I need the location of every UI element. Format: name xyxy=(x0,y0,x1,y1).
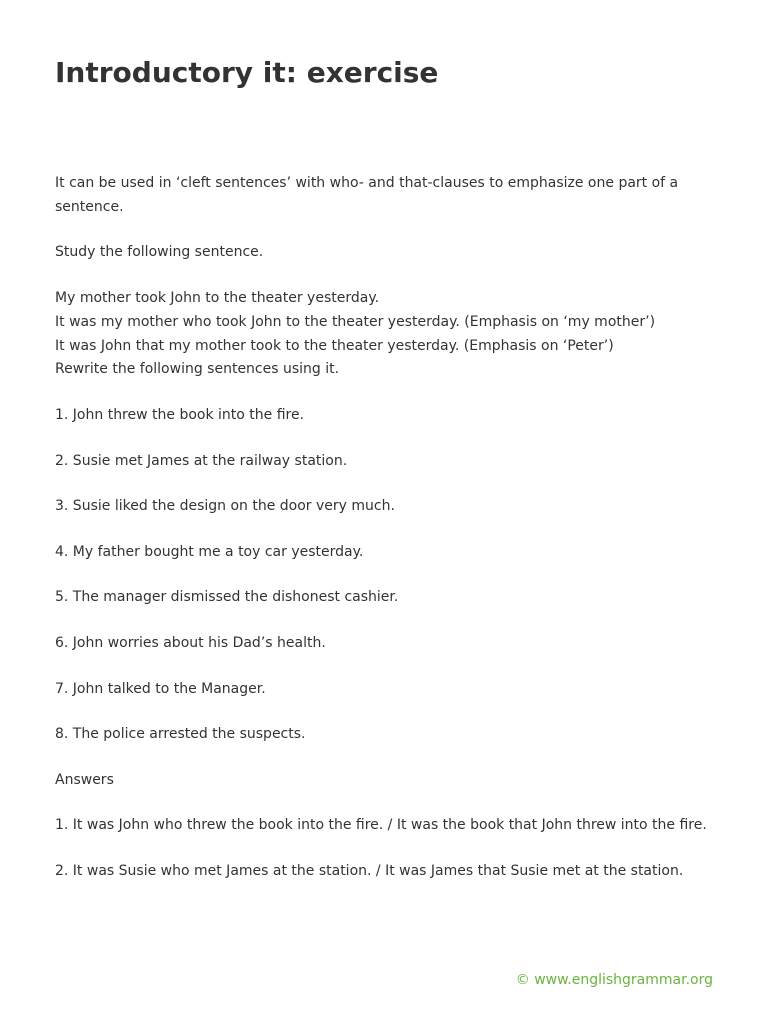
question-item: 4. My father bought me a toy car yesterday. xyxy=(55,543,364,560)
example-block xyxy=(55,287,715,382)
example-sentence: It was my mother who took John to the theater yesterday. (Emphasis on ‘my mother’) xyxy=(55,313,656,330)
question-item: 5. The manager dismissed the dishonest cashier. xyxy=(55,589,399,606)
question-item: 8. The police arrested the suspects. xyxy=(55,726,306,743)
question-item: 1. John threw the book into the fire. xyxy=(55,406,305,423)
question-item: 2. Susie met James at the railway station. xyxy=(55,452,348,469)
question-item: 3. Susie liked the design on the door very much. xyxy=(55,498,395,515)
rewrite-instruction: Rewrite the following sentences using it. xyxy=(55,361,340,378)
question-item: 6. John worries about his Dad’s health. xyxy=(55,634,326,651)
answer-item: 1. It was John who threw the book into the fire. / It was the book that John threw into the fire. xyxy=(55,817,707,834)
example-sentence: My mother took John to the theater yesterday. xyxy=(55,289,380,306)
answers-heading: Answers xyxy=(55,771,114,788)
example-sentence: It was John that my mother took to the theater yesterday. (Emphasis on ‘Peter’) xyxy=(55,337,614,354)
page-title: Introductory it: exercise xyxy=(55,56,439,89)
answer-item: 2. It was Susie who met James at the station. / It was James that Susie met at the station. xyxy=(55,862,684,879)
intro-paragraph: It can be used in ‘cleft sentences’ with who- and that-clauses to emphasize one part of a sentence. xyxy=(55,175,679,215)
question-item: 7. John talked to the Manager. xyxy=(55,680,266,697)
intro-instruction: Study the following sentence. xyxy=(55,244,264,261)
exercise-content xyxy=(55,172,715,906)
site-footer-link[interactable]: © www.englishgrammar.org xyxy=(515,972,713,988)
